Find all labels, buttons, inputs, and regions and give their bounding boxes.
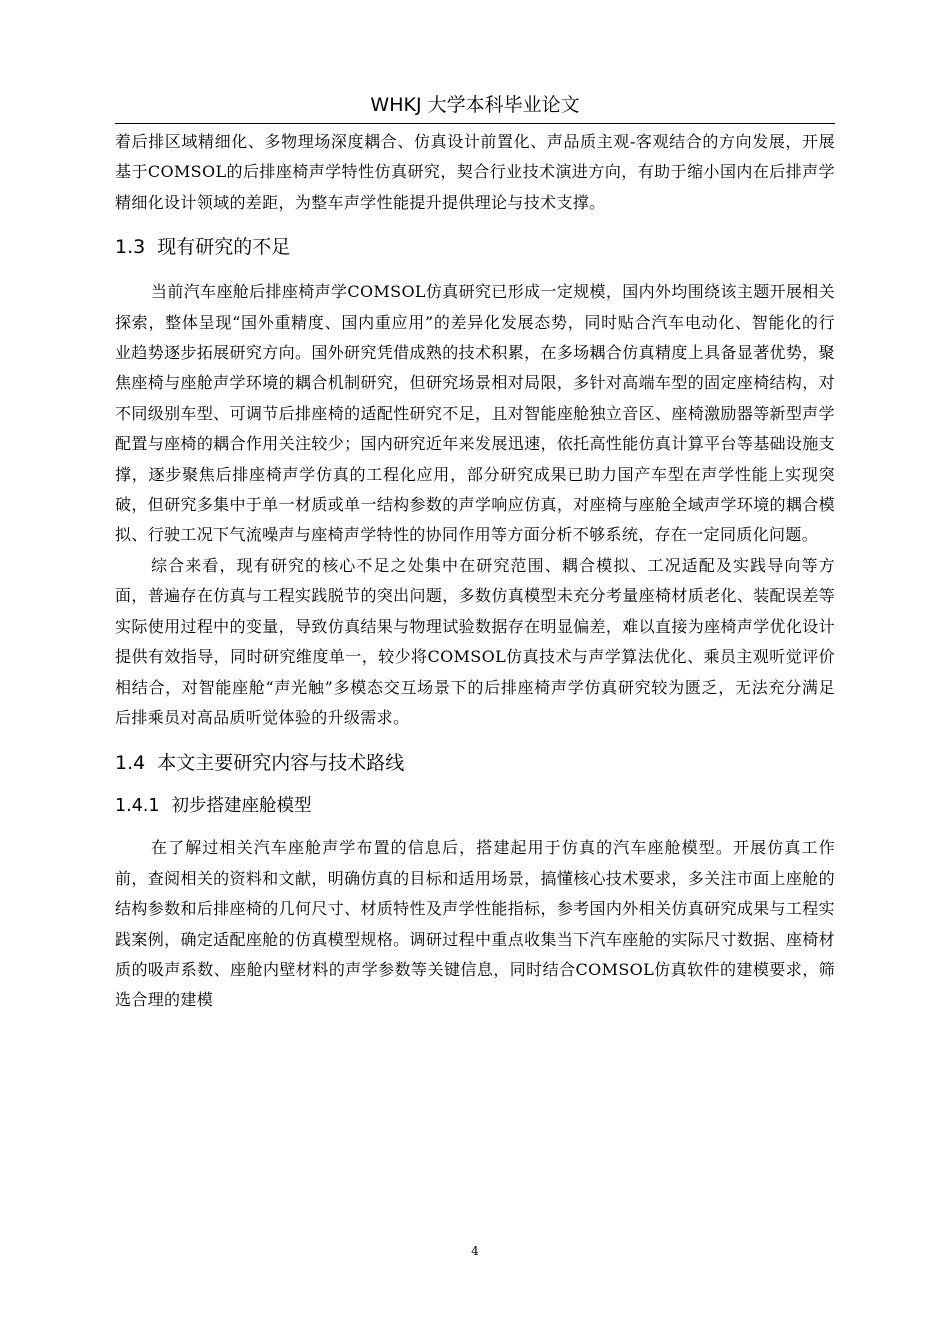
section-title: 现有研究的不足 [157, 236, 291, 259]
subsection-title: 初步搭建座舱模型 [171, 796, 312, 817]
page-number: 4 [471, 1244, 479, 1258]
running-header: WHKJ 大学本科毕业论文 [370, 94, 580, 116]
paragraph: 当前汽车座舱后排座椅声学COMSOL仿真研究已形成一定规模，国内外均围绕该主题开展相关探索，整体呈现“国外重精度、国内重应用”的差异化发展态势，同时贴合汽车电动化、智能化的行业趋势逐步拓展研究方向。国外研究凭借成熟的技术积累，在多场耦合仿真精度上具备显著优势，聚焦座椅与座舱声学环境的耦合机制研究，但研究场景相对局限，多针对高端车型的固定座椅结构，对不同级别车型、可调节后排座椅的适配性研究不足，且对智能座舱独立音区、座椅激励器等新型声学配置与座椅的耦合作用关注较少；国内研究近年来发展迅速，依托高性能仿真计算平台等基础设施支撑，逐步聚焦后排座椅声学仿真的工程化应用，部分研究成果已助力国产车型在声学性能上实现突破，但研究多集中于单一材质或单一结构参数的声学响应仿真，对座椅与座舱全域声学环境的耦合模拟、行驶工况下气流噪声与座椅声学特性的协同作用等方面分析不够系统，存在一定同质化问题。 [115, 282, 835, 545]
section-number: 1.3 [115, 236, 146, 259]
section-heading-1-3 [115, 233, 835, 261]
paragraph: 综合来看，现有研究的核心不足之处集中在研究范围、耦合模拟、工况适配及实践导向等方面，普遍存在仿真与工程实践脱节的突出问题，多数仿真模型未充分考量座椅材质老化、装配误差等实际使用过程中的变量，导致仿真结果与物理试验数据存在明显偏差，难以直接为座椅声学优化设计提供有效指导，同时研究维度单一，较少将COMSOL仿真技术与声学算法优化、乘员主观听觉评价相结合，对智能座舱“声光触”多模态交互场景下的后排座椅声学仿真研究较为匮乏，无法充分满足后排乘员对高品质听觉体验的升级需求。 [115, 555, 835, 727]
section-heading-1-4 [115, 749, 835, 777]
subsection-number: 1.4.1 [115, 796, 160, 817]
paragraph-continued: 着后排区域精细化、多物理场深度耦合、仿真设计前置化、声品质主观-客观结合的方向发展，开展基于COMSOL的后排座椅声学特性仿真研究，契合行业技术演进方向，有助于缩小国内在后排声学精细化设计领域的差距，为整车声学性能提升提供理论与技术支撑。 [115, 132, 835, 212]
paragraph: 在了解过相关汽车座舱声学布置的信息后，搭建起用于仿真的汽车座舱模型。开展仿真工作前，查阅相关的资料和文献，明确仿真的目标和适用场景，搞懂核心技术要求，多关注市面上座舱的结构参数和后排座椅的几何尺寸、材质特性及声学性能指标，参考国内外相关仿真研究成果与工程实践案例，确定适配座舱的仿真模型规格。调研过程中重点收集当下汽车座舱的实际尺寸数据、座椅材质的吸声系数、座舱内壁材料的声学参数等关键信息，同时结合COMSOL仿真软件的建模要求，筛选合理的建模 [115, 838, 835, 1010]
header-divider [115, 123, 835, 124]
document-body [115, 127, 835, 1016]
subsection-heading-1-4-1 [115, 793, 835, 819]
section-number: 1.4 [115, 752, 146, 775]
section-title: 本文主要研究内容与技术路线 [157, 752, 405, 775]
